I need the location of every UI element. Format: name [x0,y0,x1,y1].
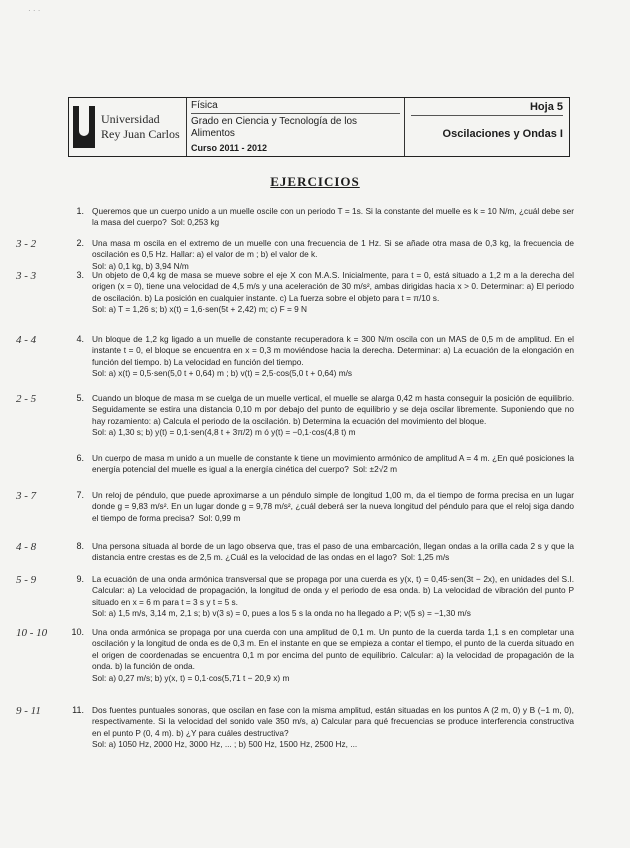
exercise-text [92,705,574,751]
exercise-solution: Sol: a) x(t) = 0,5·sen(5,0 t + 0,64) m ; b) v(t) = 2,5·cos(5,0 t + 0,64) m/s [92,368,353,379]
exercise-solution: Sol: a) 1,5 m/s, 3,14 m, 2,1 s; b) v(3 s) = 0, pues a los 5 s la onda no ha llegado a P; v(5 s) = −1,30 m/s [92,608,471,619]
course-info [187,98,405,156]
sheet-topic: Oscilaciones y Ondas I [442,128,563,140]
sheet-number: Hoja 5 [411,101,563,116]
exercise-statement: Cuando un bloque de masa m se cuelga de un muelle vertical, el muelle se alarga 0,42 m hasta conseguir la posición de equilibrio. Seguidamente se estira una distancia 0,10 m por debajo del punto de equilibrio y se deja oscilar libremente. Suponiendo que no hay rozamiento: a) Calcula el periodo de la oscilación. b) Determina la ecuación del movimiento del bloque. [92,393,574,426]
degree: Grado en Ciencia y Tecnología de los Alimentos [191,116,358,139]
exercise-solution: Sol: a) 1,30 s; b) y(t) = 0,1·sen(4,8 t + 3π/2) m ó y(t) = −0,1·cos(4,8 t) m [92,427,356,438]
exercise-number: 7. [76,490,84,500]
handwritten-mark: 9 - 11 [16,705,41,717]
exercise-text [92,238,574,272]
urjc-logo-icon [73,106,95,148]
subject: Física [191,100,400,114]
exercise-statement: Una masa m oscila en el extremo de un muelle con una frecuencia de 1 Hz. Si se añade otra masa de 0,3 kg, la frecuencia de oscilación es 0,5 Hz. Hallar: a) el valor de m ; b) el valor de k. [92,238,574,260]
exercise-solution: Sol: 0,253 kg [170,217,220,228]
exercise-solution: Sol: a) 0,27 m/s; b) y(x, t) = 0,1·cos(5,71 t − 20,9 x) m [92,672,290,683]
exercise-text [92,270,574,316]
exercise-text [92,541,574,564]
exercise-statement: Dos fuentes puntuales sonoras, que oscilan en fase con la misma amplitud, están situadas en los puntos A (2 m, 0) y B (−1 m, 0), respectivamente. Si la velocidad del sonido vale 350 m/s, a) Calcular para qué frecuencias se produce interferencia constructiva en el punto P (0, 4 m). b) ¿Y para cuáles destructiva? [92,705,574,738]
exercise-number: 6. [76,453,84,463]
exercise-statement: Un bloque de 1,2 kg ligado a un muelle de constante recuperadora k = 300 N/m oscila con un MAS de 0,5 m de amplitud. En el instante t = 0, el bloque se encuentra en x = 0,3 m moviéndose hacia la derecha. Determinar: a) La ecuación de la elongación en función del tiempo. b) La velocidad en función del tiempo. [92,334,574,367]
handwritten-mark: 5 - 9 [16,574,37,586]
exercise-solution: Sol: ±2√2 m [352,464,398,475]
scan-artifact: · · · [28,6,41,15]
exercise-number: 3. [76,270,84,280]
handwritten-mark: 3 - 2 [16,238,37,250]
exercise-text [92,490,574,524]
handwritten-mark: 10 - 10 [16,627,48,639]
university-logo [69,98,187,156]
university-name-line1: Universidad [101,112,160,126]
page-title: EJERCICIOS [270,174,360,189]
handwritten-mark: 3 - 3 [16,270,37,282]
exercise-text [92,574,574,620]
exercise-text [92,393,574,439]
exercise-text [92,334,574,380]
exercise-number: 2. [76,238,84,248]
exercise-statement: Una onda armónica se propaga por una cuerda con una amplitud de 0,1 m. Un punto de la cuerda tarda 1,1 s en completar una oscilación y la longitud de onda es de 0,3 m. En el instante en que se empieza a contar el tiempo, el punto de la cuerda situado en el origen de coordenadas se encuentra 0,1 m por encima del punto de equilibrio. Calcular: a) la velocidad de propagación de la onda. b) la función de onda. [92,627,574,672]
handwritten-mark: 2 - 5 [16,393,37,405]
handwritten-mark: 4 - 8 [16,541,37,553]
exercise-number: 10. [71,627,84,637]
header-table [68,97,570,157]
exercise-statement: Un reloj de péndulo, que puede aproximarse a un péndulo simple de longitud 1,00 m, da el tiempo de forma precisa en un lugar donde g = 9,83 m/s². En un lugar donde g = 9,78 m/s², ¿cuál deberá ser la nueva longitud del péndulo para que el reloj siga dando el tiempo de forma precisa? [92,490,574,523]
course-year: Curso 2011 - 2012 [191,143,268,153]
exercise-solution: Sol: a) T = 1,26 s; b) x(t) = 1,6·sen(5t + 2,42) m; c) F = 9 N [92,304,308,315]
university-name-line2: Rey Juan Carlos [101,127,180,141]
exercise-solution: Sol: a) 1050 Hz, 2000 Hz, 3000 Hz, ... ; b) 500 Hz, 1500 Hz, 2500 Hz, ... [92,739,358,750]
exercise-number: 11. [72,705,84,715]
exercise-statement: Un objeto de 0,4 kg de masa se mueve sobre el eje X con M.A.S. Inicialmente, para t = 0, está situado a 1,2 m a la derecha del origen (x = 0), tiene una velocidad de 4,5 m/s y una aceleración de 30 m/s², ambas dirigidas hacia x > 0. Determinar: a) El periodo de oscilación. b) La posición en cualquier instante. c) La fuerza sobre el objeto para t = π/10 s. [92,270,574,303]
exercise-solution: Sol: 0,99 m [198,512,241,523]
exercise-number: 8. [76,541,84,551]
exercise-number: 5. [76,393,84,403]
exercise-number: 4. [76,334,84,344]
exercise-number: 9. [76,574,84,584]
sheet-info [405,98,569,156]
exercise-statement: Queremos que un cuerpo unido a un muelle oscile con un periodo T = 1s. Si la constante del muelle es k = 10 N/m, ¿cuál debe ser la masa del cuerpo? [92,206,574,228]
handwritten-mark: 3 - 7 [16,490,37,502]
exercise-statement: Un cuerpo de masa m unido a un muelle de constante k tiene un movimiento armónico de amplitud A = 4 m. ¿En qué posiciones la energía potencial del muelle es igual a la energía cinética del cuerpo? [92,453,574,475]
exercise-text [92,627,574,684]
handwritten-mark: 4 - 4 [16,334,37,346]
exercise-statement: Una persona situada al borde de un lago observa que, tras el paso de una embarcación, llegan ondas a la orilla cada 2 s y que la distancia entre crestas es de 2,5 m. ¿Cuál es la velocidad de las ondas en el lago? [92,541,574,563]
exercise-text [92,453,574,476]
exercise-solution: Sol: a) 0,1 kg, b) 3,94 N/m [92,260,189,271]
exercise-number: 1. [76,206,84,216]
exercise-solution: Sol: 1,25 m/s [400,552,450,563]
exercise-statement: La ecuación de una onda armónica transversal que se propaga por una cuerda es y(x, t) = 0,45·sen(3t − 2x), en unidades del S.I. Calcular: a) La velocidad de propagación, la longitud de onda y el periodo de esa onda. b) La velocidad de vibración del punto P situado en x = 6 m para t = 3 s y t = 5 s. [92,574,574,607]
exercise-text [92,206,574,229]
